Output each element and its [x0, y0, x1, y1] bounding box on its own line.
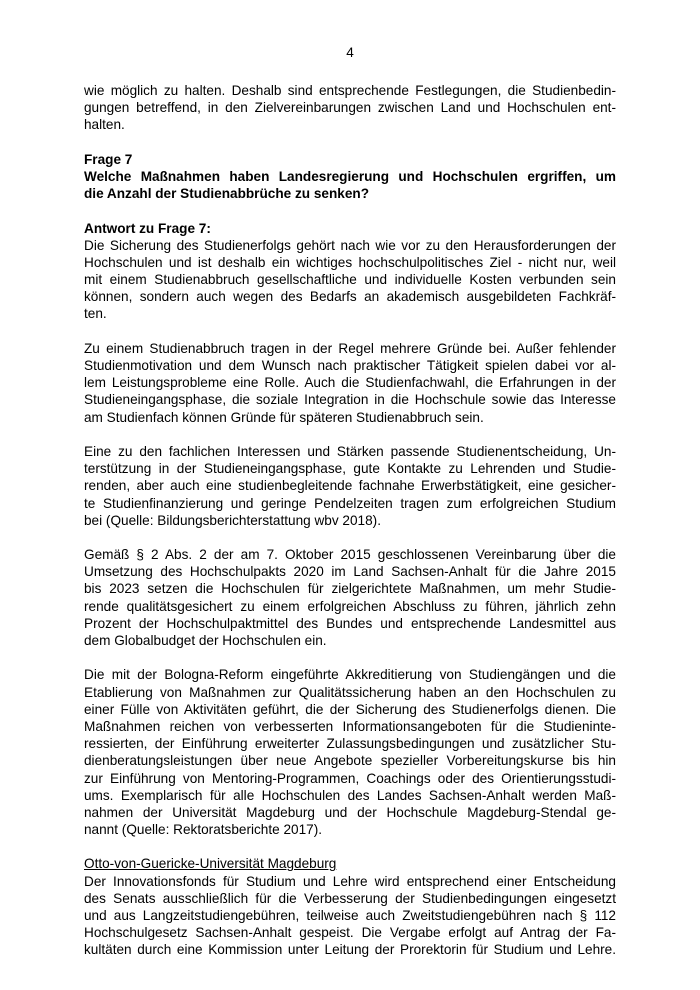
text-line: Der Innovationsfonds für Studium und Lehre wird entsprechend einer Entscheidung	[84, 873, 616, 889]
paragraph	[84, 873, 616, 959]
text-line: Prozent der Hochschulpaktmittel des Bundes und entsprechende Landesmittel aus	[84, 615, 616, 631]
text-line: Studienmotivation und dem Wunsch nach praktischer Tätigkeit spielen dabei vor al-	[84, 358, 616, 373]
text-line: halten.	[84, 117, 125, 133]
question-text-line: Welche Maßnahmen haben Landesregierung und Hochschulen ergriffen, um	[84, 168, 616, 184]
paragraph	[84, 82, 616, 134]
paragraph	[84, 666, 616, 838]
text-line: renden, aber auch eine studienbegleitende fachnahe Erwerbstätigkeit, eine gesicher-	[84, 478, 616, 494]
text-line: gungen betreffend, in den Zielvereinbarungen zwischen Land und Hochschulen ent-	[84, 100, 616, 116]
text-line: bei (Quelle: Bildungsberichterstattung wbv 2018).	[84, 512, 381, 528]
text-line: Hochschulen und ist deshalb ein wichtiges hochschulpolitisches Ziel - nicht nur, weil	[84, 254, 616, 270]
text-line: Umsetzung des Hochschulpakts 2020 im Land Sachsen-Anhalt für die Jahre 2015	[84, 564, 616, 580]
text-line: rende qualitätsgesichert zu einem erfolgreichen Abschluss zu führen, jährlich zehn	[84, 598, 616, 614]
paragraph	[84, 340, 616, 426]
question-block	[84, 151, 616, 203]
text-line: ten.	[84, 306, 107, 322]
text-line: Etablierung von Maßnahmen zur Qualitätssicherung haben an den Hochschulen zu	[84, 684, 616, 700]
text-line: einer Fülle von Aktivitäten geführt, die der Sicherung des Studienerfolgs dienen. Die	[84, 701, 616, 717]
paragraph	[84, 443, 616, 529]
text-line: des Senats ausschließlich für die Verbesserung der Studienbedingungen eingesetzt	[84, 890, 616, 906]
answer-label: Antwort zu Frage 7:	[84, 220, 211, 236]
text-line: ressierten, der Einführung erweiterter Zulassungsbedingungen und zusätzlicher Stu-	[84, 736, 616, 752]
text-line: und aus Langzeitstudiengebühren, teilweise auch Zweitstudiengebühren nach § 112	[84, 908, 616, 923]
paragraph	[84, 237, 616, 323]
text-line: nahmen der Universität Magdeburg und der Hochschule Magdeburg-Stendal ge-	[84, 804, 616, 820]
text-line: lem Leistungsprobleme eine Rolle. Auch die Studienfachwahl, die Erfahrungen in der	[84, 375, 616, 391]
text-line: am Studienfach können Gründe für späteren Studienabbruch sein.	[84, 409, 484, 425]
page-number: 4	[346, 45, 354, 60]
text-line: Die mit der Bologna-Reform eingeführte Akkreditierung von Studiengängen und die	[84, 667, 616, 683]
text-line: te Studienfinanzierung und geringe Pendelzeiten tragen zum erfolgreichen Studium	[84, 495, 616, 511]
text-line: terstützung in der Studieneingangsphase, gute Kontakte zu Lehrenden und Studie-	[84, 461, 616, 477]
text-line: zur Einführung von Mentoring-Programmen, Coachings oder des Orientierungsstudi-	[84, 770, 616, 786]
text-line: Eine zu den fachlichen Interessen und Stärken passende Studienentscheidung, Un-	[84, 443, 616, 459]
paragraph	[84, 546, 616, 649]
text-line: können, sondern auch wegen des Bedarfs an akademisch ausgebildeten Fachkräf-	[84, 289, 616, 305]
text-line: wie möglich zu halten. Deshalb sind entsprechende Festlegungen, die Studienbedin-	[84, 83, 616, 98]
text-line: Studieneingangsphase, die soziale Integration in die Hochschule sowie das Interesse	[84, 392, 616, 408]
text-line: dienberatungsleistungen über neue Angebote spezieller Vorbereitungskurse bis hin	[84, 753, 616, 769]
question-text-line: die Anzahl der Studienabbrüche zu senken?	[84, 186, 370, 202]
document-body	[84, 82, 616, 959]
text-line: Gemäß § 2 Abs. 2 der am 7. Oktober 2015 geschlossenen Vereinbarung über die	[84, 547, 616, 563]
section-subheading: Otto-von-Guericke-Universität Magdeburg	[84, 856, 337, 872]
text-line: Maßnahmen reichen von verbesserten Informationsangeboten für die Studieninte-	[84, 718, 616, 734]
text-line: ums. Exemplarisch für alle Hochschulen des Landes Sachsen-Anhalt werden Maß-	[84, 787, 616, 803]
question-label: Frage 7	[84, 151, 133, 167]
text-line: dem Globalbudget der Hochschulen ein.	[84, 633, 327, 648]
text-line: Zu einem Studienabbruch tragen in der Regel mehrere Gründe bei. Außer fehlender	[84, 340, 616, 356]
text-line: Hochschulgesetz Sachsen-Anhalt gespeist. Die Vergabe erfolgt auf Antrag der Fa-	[84, 925, 616, 941]
text-line: bis 2023 setzen die Hochschulen für zielgerichtete Maßnahmen, um mehr Studie-	[84, 581, 616, 597]
text-line: mit einem Studienabbruch gesellschaftliche und individuelle Kosten verbunden sein	[84, 272, 616, 288]
text-line: kultäten durch eine Kommission unter Leitung der Prorektorin für Studium und Lehre.	[84, 942, 616, 958]
text-line: Die Sicherung des Studienerfolgs gehört nach wie vor zu den Herausforderungen der	[84, 237, 616, 253]
text-line: nannt (Quelle: Rektoratsberichte 2017).	[84, 822, 323, 838]
